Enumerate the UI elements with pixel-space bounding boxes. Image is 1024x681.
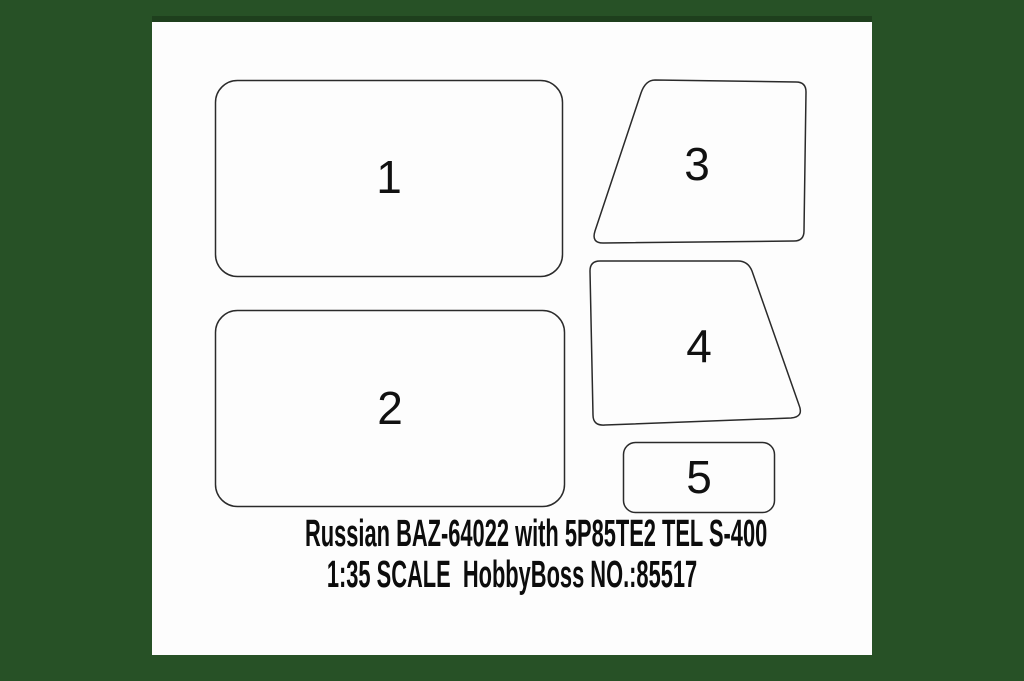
part-1-number: 1 bbox=[376, 151, 402, 203]
parts-sheet bbox=[152, 22, 872, 655]
kit-caption bbox=[152, 514, 872, 596]
part-3-number: 3 bbox=[684, 138, 710, 190]
part-2-number: 2 bbox=[377, 382, 403, 434]
kit-title: Russian BAZ-64022 with 5P85TE2 TEL S-400 bbox=[305, 513, 768, 555]
kit-scale-and-number: 1:35 SCALE HobbyBoss NO.:85517 bbox=[326, 554, 698, 596]
part-4-number: 4 bbox=[686, 320, 712, 372]
part-5-number: 5 bbox=[686, 451, 712, 503]
